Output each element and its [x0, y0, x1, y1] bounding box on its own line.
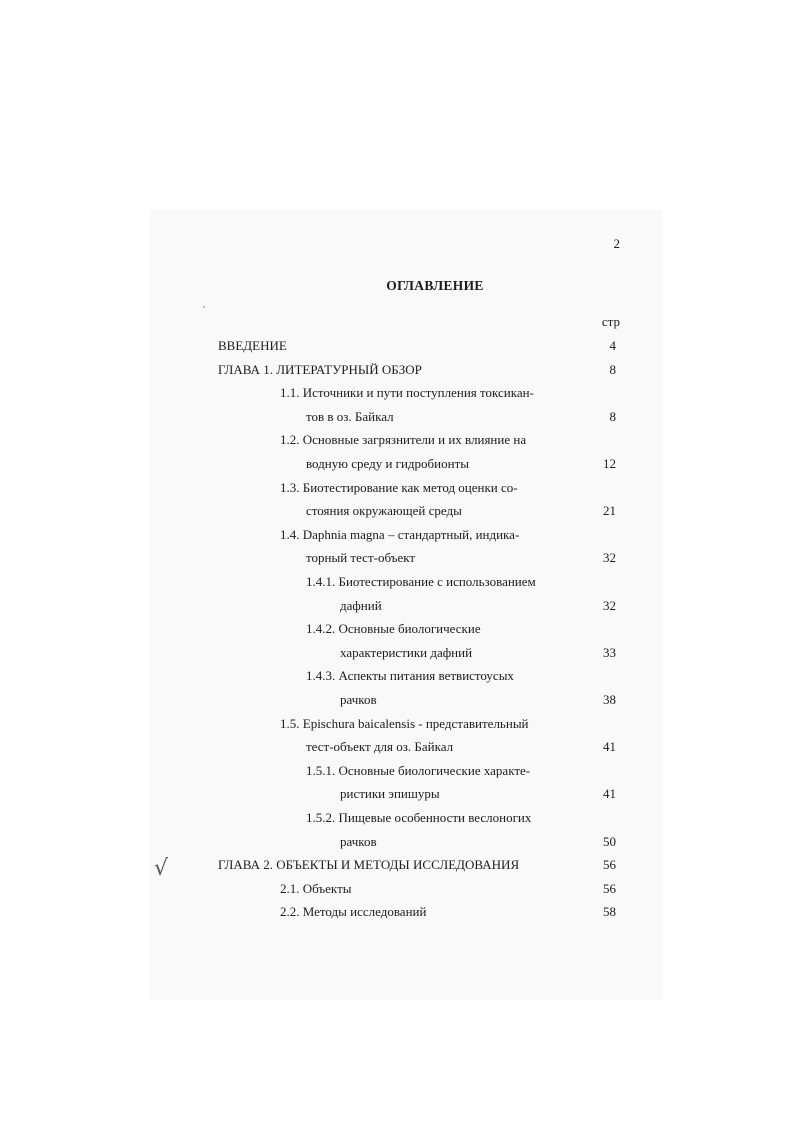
toc-entry — [340, 596, 616, 616]
page-column-header: стр — [601, 314, 620, 329]
toc-entry-page: 8 — [609, 409, 616, 424]
toc-entry — [340, 784, 616, 804]
toc-entry — [280, 902, 616, 922]
toc-entry-page: 21 — [603, 503, 616, 518]
toc-entry — [306, 808, 616, 828]
toc-entry-title: характеристики дафний — [340, 645, 473, 660]
toc-entry-title: ристики эпишуры — [340, 786, 440, 801]
toc-entry — [306, 619, 616, 639]
toc-entry-title: водную среду и гидробионты — [306, 456, 469, 471]
toc-entry-title: 1.4.2. Основные биологические — [306, 621, 481, 636]
toc-entry-title: 2.1. Объекты — [280, 881, 352, 896]
toc-entry — [280, 525, 616, 545]
toc-entry-title: дафний — [340, 598, 382, 613]
toc-entry — [218, 336, 616, 356]
toc-entry-title: рачков — [340, 692, 377, 707]
toc-entry — [340, 643, 616, 663]
toc-entry — [280, 383, 616, 403]
toc-entry-title: ВВЕДЕНИЕ — [218, 338, 287, 353]
toc-entry — [306, 761, 616, 781]
scan-speck — [203, 306, 205, 308]
toc-entry — [280, 714, 616, 734]
toc-entry — [340, 832, 616, 852]
toc-entry-title: 2.2. Методы исследований — [280, 904, 427, 919]
toc-entry — [340, 690, 616, 710]
toc-entry — [218, 855, 616, 875]
toc-entry-page: 33 — [603, 645, 616, 660]
toc-entry-page: 50 — [603, 834, 616, 849]
toc-entry-page: 41 — [603, 786, 616, 801]
toc-entry — [306, 454, 616, 474]
toc-entry-page: 41 — [603, 739, 616, 754]
toc-entry — [306, 548, 616, 568]
toc-entry — [306, 572, 616, 592]
handwritten-check-mark: √ — [154, 856, 169, 881]
toc-entry-page: 32 — [603, 550, 616, 565]
toc-entry-title: 1.1. Источники и пути поступления токсикан- — [280, 385, 534, 400]
toc-entry-title: тест-объект для оз. Байкал — [306, 739, 454, 754]
toc-entry-title: 1.4.3. Аспекты питания ветвистоусых — [306, 668, 514, 683]
toc-entry-page: 58 — [603, 904, 616, 919]
toc-entry — [306, 666, 616, 686]
toc-entry — [280, 430, 616, 450]
toc-entry — [306, 407, 616, 427]
toc-entry-title: ГЛАВА 2. ОБЪЕКТЫ И МЕТОДЫ ИССЛЕДОВАНИЯ — [218, 857, 520, 872]
toc-entry-page: 56 — [603, 857, 616, 872]
toc-entry-title: тов в оз. Байкал — [306, 409, 394, 424]
toc-entry — [306, 737, 616, 757]
toc-entry-title: 1.3. Биотестирование как метод оценки со- — [280, 480, 518, 495]
toc-entry-page: 4 — [609, 338, 616, 353]
toc-entry-page: 38 — [603, 692, 616, 707]
toc-entry-title: 1.5.1. Основные биологические характе- — [306, 763, 531, 778]
toc-entry-title: ГЛАВА 1. ЛИТЕРАТУРНЫЙ ОБЗОР — [218, 362, 422, 377]
toc-entry — [280, 478, 616, 498]
toc-entry — [218, 360, 616, 380]
toc-entry — [306, 501, 616, 521]
toc-entry-title: стояния окружающей среды — [306, 503, 462, 518]
toc-entry-title: 1.4. Daphnia magna – стандартный, индика- — [280, 527, 520, 542]
toc-entry-page: 56 — [603, 881, 616, 896]
page-title: ОГЛАВЛЕНИЕ — [386, 278, 484, 293]
toc-entry-title: рачков — [340, 834, 377, 849]
toc-entry — [280, 879, 616, 899]
toc-entry-title: 1.5.2. Пищевые особенности веслоногих — [306, 810, 532, 825]
toc-entry-title: торный тест-объект — [306, 550, 416, 565]
toc-entry-title: 1.4.1. Биотестирование с использованием — [306, 574, 536, 589]
toc-entry-page: 8 — [609, 362, 616, 377]
toc-entry-title: 1.5. Epischura baicalensis - представительный — [280, 716, 529, 731]
toc-entry-page: 32 — [603, 598, 616, 613]
page-number: 2 — [613, 236, 620, 251]
toc-entry-title: 1.2. Основные загрязнители и их влияние на — [280, 432, 527, 447]
toc-entry-page: 12 — [603, 456, 616, 471]
